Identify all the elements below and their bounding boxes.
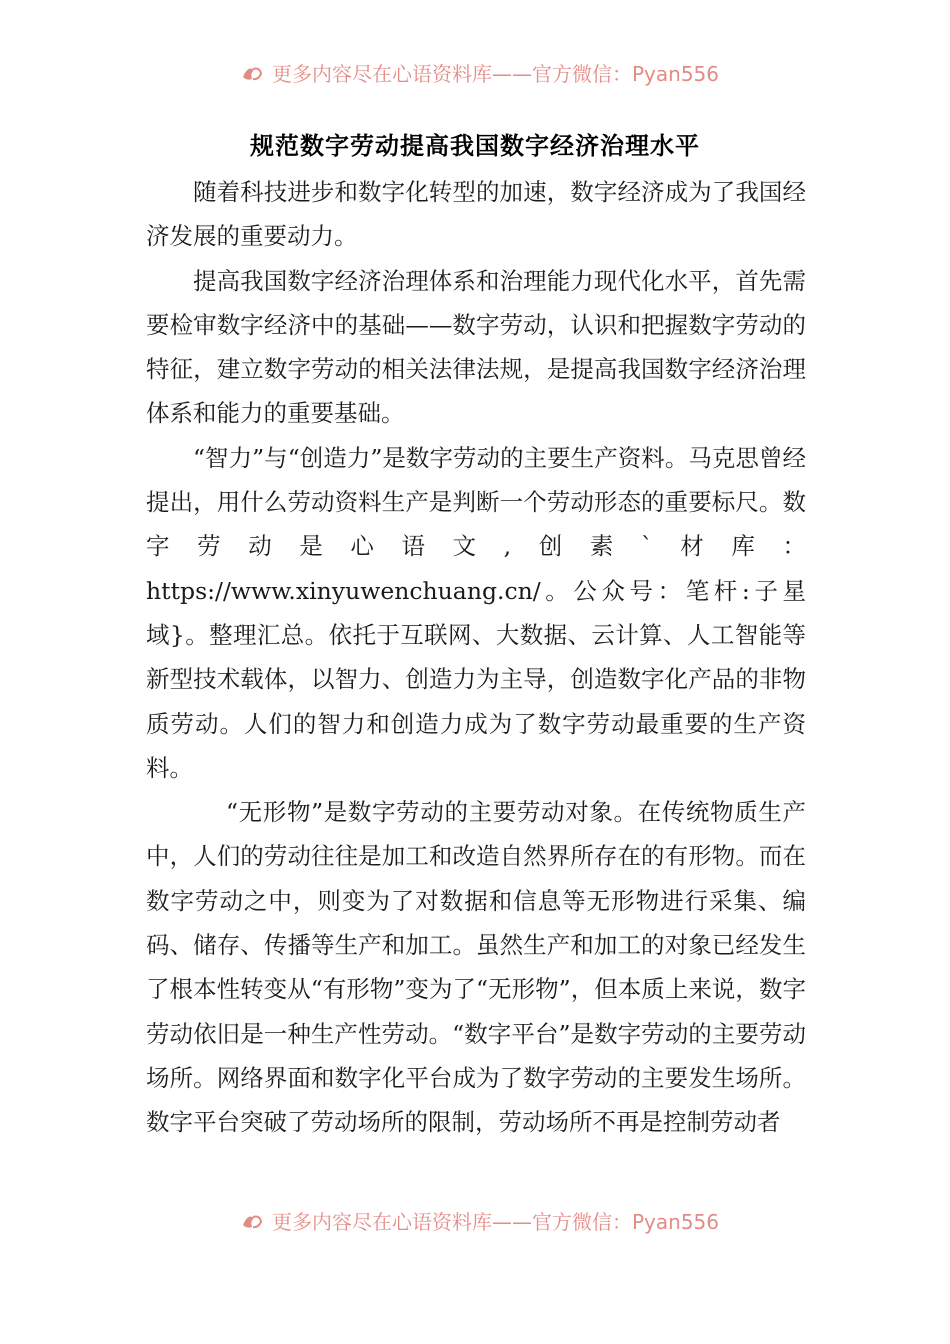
document-title: 规范数字劳动提高我国数字经济治理水平 xyxy=(250,132,700,160)
watermark-text: 更多内容尽在心语资料库——官方微信：Pyan556 xyxy=(272,62,720,86)
paragraph: 提高我国数字经济治理体系和治理能力现代化水平，首先需要检审数字经济中的基础——数字劳动，认识和把握数字劳动的特征，建立数字劳动的相关法律法规，是提高我国数字经济治理体系和能力的重要基础。 xyxy=(146,266,806,428)
paragraph: “无形物”是数字劳动的主要劳动对象。在传统物质生产中，人们的劳动往往是加工和改造自然界所存在的有形物。而在数字劳动之中，则变为了对数据和信息等无形物进行采集、编码、储存、传播等生产和加工。虽然生产和加工的对象已经发生了根本性转变从“有形物”变为了“无形物”，但本质上来说，数字劳动依旧是一种生产性劳动。“数字平台”是数字劳动的主要劳动场所。网络界面和数字化平台成为了数字劳动的主要发生场所。数字平台突破了劳动场所的限制，劳动场所不再是控制劳动者 xyxy=(146,798,806,1137)
paragraph: 随着科技进步和数字化转型的加速，数字经济成为了我国经济发展的重要动力。 xyxy=(146,178,806,251)
paragraph: “智力”与“创造力”是数字劳动的主要生产资料。马克思曾经提出，用什么劳动资料生产是判断一个劳动形态的重要标尺。数字劳动是心语文,创素`材库：https://www.xinyuwenchuang.cn/。公众号：笔杆:子星域}。整理汇总。依托于互联网、大数据、云计算、人工智能等新型技术载体，以智力、创造力为主导，创造数字化产品的非物质劳动。人们的智力和创造力成为了数字劳动最重要的生产资料。 xyxy=(146,443,806,782)
document-body xyxy=(146,170,806,1145)
footer-watermark xyxy=(0,1198,950,1238)
header-watermark xyxy=(0,50,950,90)
watermark-text: 更多内容尽在心语资料库——官方微信：Pyan556 xyxy=(272,1210,720,1234)
brand-logo-icon xyxy=(240,61,264,85)
brand-logo-icon xyxy=(240,1209,264,1233)
